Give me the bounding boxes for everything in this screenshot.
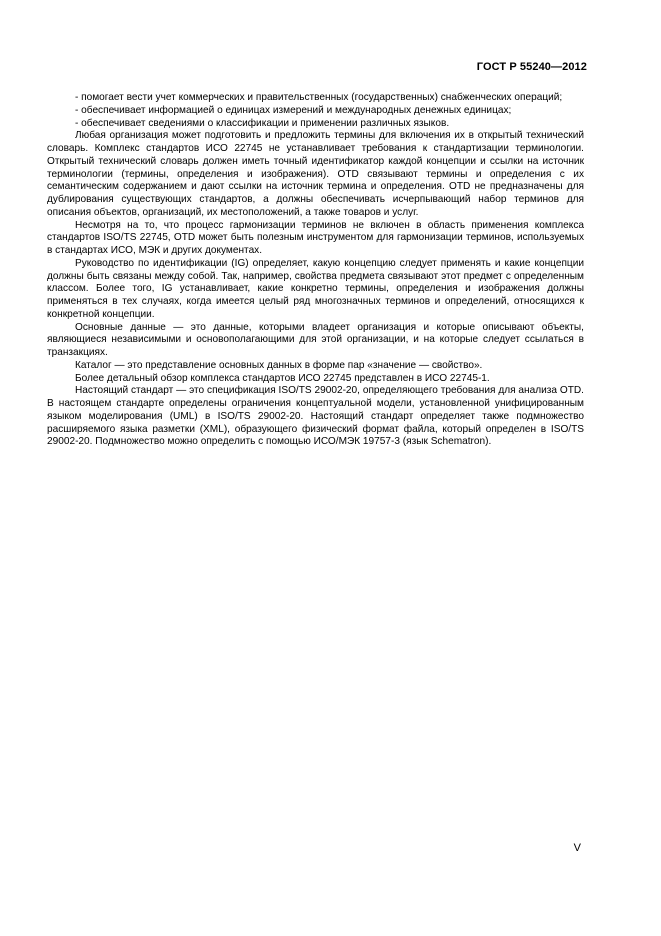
body-text [47, 92, 584, 449]
paragraph: Настоящий стандарт — это спецификация ISO/TS 29002-20, определяющего требования для анализа OTD. В настоящем стандарте определены ограничения концептуальной модели, установленной унифицированным языком моделирования (UML) в ISO/TS 29002-20. Настоящий стандарт определяет также подмножество расширяемого языка разметки (XML), образующего физический формат файла, который определен в ISO/TS 29002-20. Подмножество можно определить с помощью ИСО/МЭК 19757-3 (язык Schematron). [47, 385, 584, 448]
paragraph: Руководство по идентификации (IG) определяет, какую концепцию следует применять и какие концепции должны быть связаны между собой. Так, например, свойства предмета связывают этот предмет с определенным классом. Более того, IG устанавливает, какие конкретно термины, определения и изображения должны применяться в тех случаях, когда имеется целый ряд многозначных терминов и определений, относящихся к конкретной концепции. [47, 257, 584, 320]
paragraph: Основные данные — это данные, которыми владеет организация и которые описывают объекты, являющиеся независимыми и основополагающими для этой организации, и на которые следует ссылаться в транзакциях. [47, 321, 584, 358]
bullet-item: - помогает вести учет коммерческих и правительственных (государственных) снабженческих операций; [75, 92, 563, 103]
paragraph: Любая организация может подготовить и предложить термины для включения их в открытый технический словарь. Комплекс стандартов ИСО 22745 не устанавливает требования к стандартизации терминологии. Открытый технический словарь должен иметь точный идентификатор каждой концепции и ссылки на источник терминологии (термины, определения и изображения). OTD связывают термины и определения с их семантическим содержанием и дают ссылки на источник термина и определения. OTD не предназначены для дублирования существующих стандартов, а должны обеспечивать исчерпывающий набор терминов для описания объектов, организаций, их местоположений, а также товаров и услуг. [47, 130, 584, 218]
standard-designation: ГОСТ Р 55240—2012 [476, 61, 587, 73]
paragraph: Каталог — это представление основных данных в форме пар «значение — свойство». [75, 359, 483, 371]
page-number: V [573, 842, 581, 854]
bullet-item: - обеспечивает информацией о единицах измерений и международных денежных единицах; [75, 104, 512, 116]
bullet-item: - обеспечивает сведениями о классификации и применении различных языков. [75, 117, 450, 129]
paragraph: Несмотря на то, что процесс гармонизации терминов не включен в область применения комплекса стандартов ISO/TS 22745, OTD может быть полезным инструментом для гармонизации терминов, используемых в стандартах ИСО, МЭК и других документах. [47, 219, 584, 256]
paragraph: Более детальный обзор комплекса стандартов ИСО 22745 представлен в ИСО 22745-1. [75, 372, 490, 384]
